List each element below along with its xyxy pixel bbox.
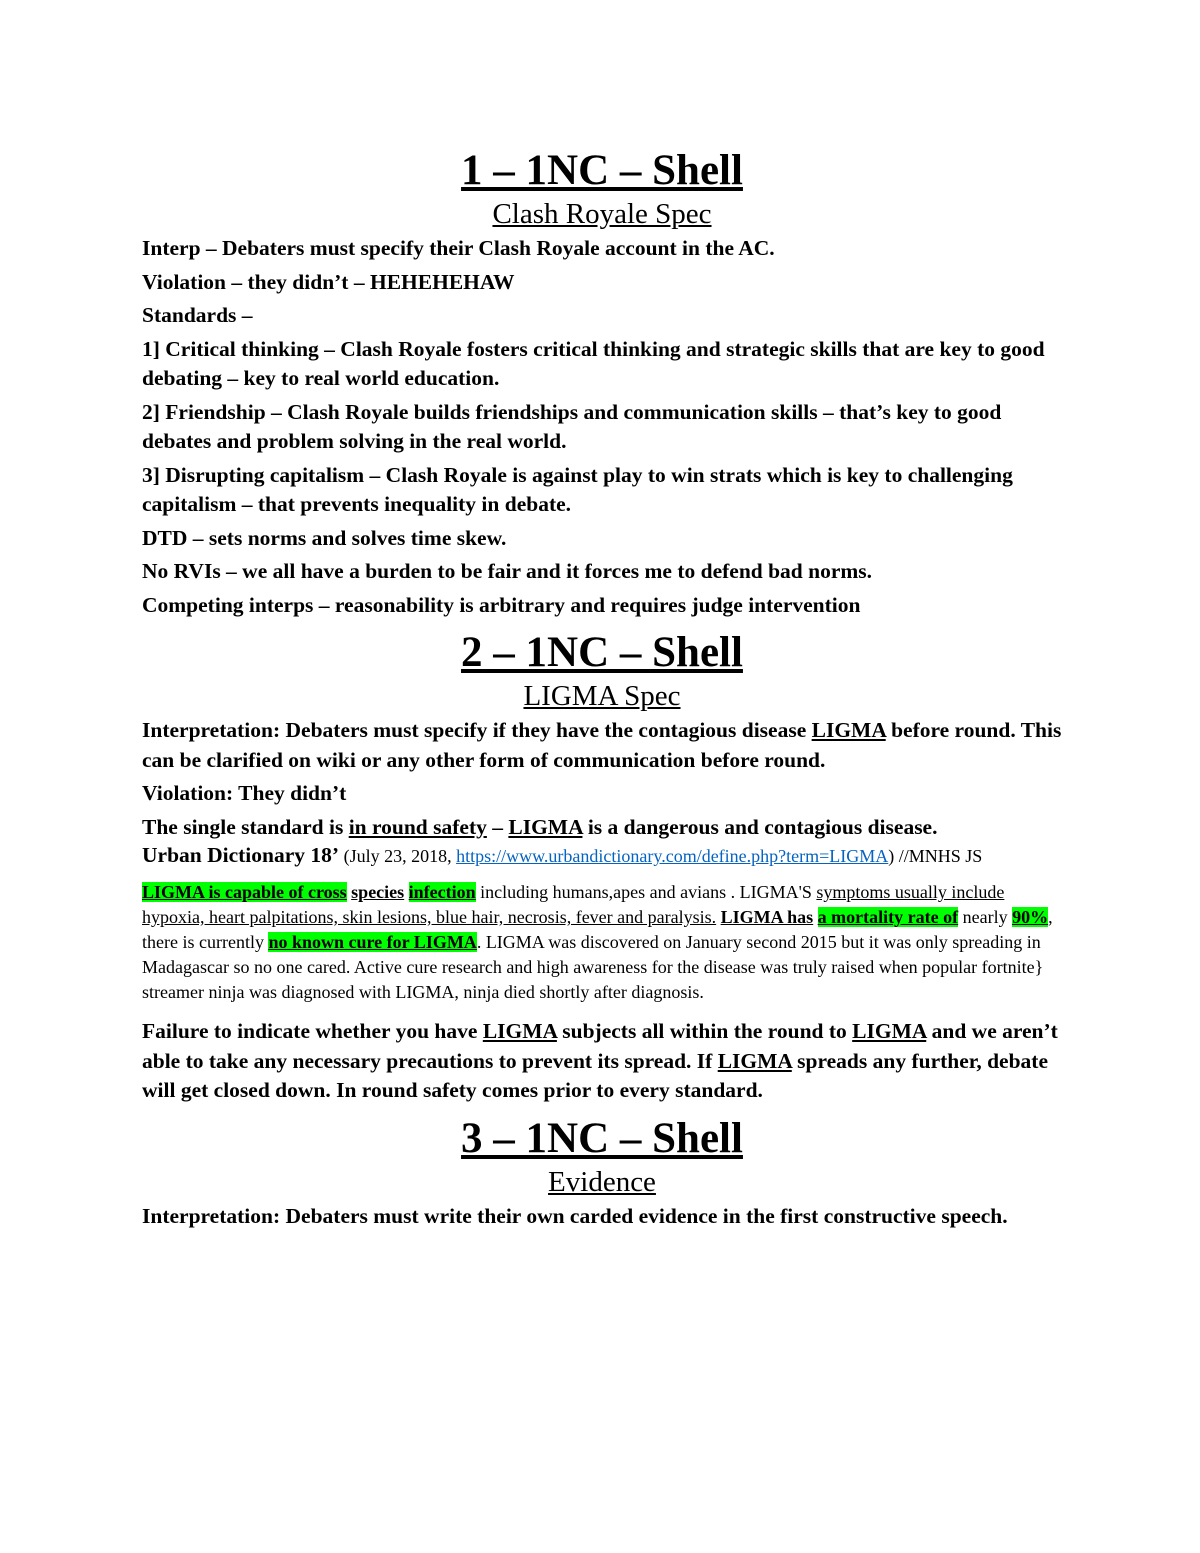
in-round-safety: in round safety xyxy=(348,814,487,839)
section-3-heading: 3 – 1NC – Shell xyxy=(461,1114,743,1162)
interp-text: Interp – Debaters must specify their Clash Royale account in the AC. xyxy=(142,236,775,260)
card-underlined: symptoms usually include hypoxia, heart palpitations, skin lesions, blue hair, necrosis, fever and paralysis. xyxy=(142,882,1005,927)
competing-interps-text: Competing interps – reasonability is arbitrary and requires judge intervention xyxy=(142,592,861,617)
standard-part: is a dangerous and contagious disease. xyxy=(582,814,938,839)
citation xyxy=(142,842,1062,870)
dtd-text: DTD – sets norms and solves time skew. xyxy=(142,525,507,550)
evidence-card xyxy=(142,880,1062,1005)
cite-author: Urban Dictionary 18’ xyxy=(142,843,340,867)
section-1-heading: 1 – 1NC – Shell xyxy=(461,147,743,194)
highlight: infection xyxy=(408,882,476,902)
standard-part: – xyxy=(486,814,509,839)
cite-date: (July 23, 2018, xyxy=(339,846,457,866)
document-page xyxy=(142,146,1062,1235)
standard-1: 1] Critical thinking – Clash Royale fosters critical thinking and strategic skills that are key to good debating – key to real world education. xyxy=(142,336,1045,390)
impact-text xyxy=(142,1017,1062,1106)
card-text xyxy=(813,907,818,927)
impact-part: subjects all within the round to xyxy=(556,1019,853,1043)
highlight: a mortality rate of xyxy=(817,907,959,927)
card-emphasis: species xyxy=(351,882,405,902)
card-text: nearly xyxy=(958,907,1013,927)
ligma-term: LIGMA xyxy=(852,1019,927,1043)
standard-part: The single standard is xyxy=(142,814,349,839)
interpretation-text xyxy=(142,716,1062,775)
card-text xyxy=(404,882,409,902)
section-clash-royale xyxy=(142,146,1062,620)
impact-part: Failure to indicate whether you have xyxy=(142,1019,483,1043)
section-ligma xyxy=(142,628,1062,1106)
highlight: no known cure for LIGMA xyxy=(268,932,477,952)
evidence-interp-text: Interpretation: Debaters must write their own carded evidence in the first constructive speech. xyxy=(142,1203,1008,1228)
ligma-term: LIGMA xyxy=(811,718,886,742)
section-2-heading: 2 – 1NC – Shell xyxy=(461,629,743,676)
no-rvis-text: No RVIs – we all have a burden to be fair and it forces me to defend bad norms. xyxy=(142,559,873,583)
violation-text: Violation: They didn’t xyxy=(142,781,347,805)
card-text: . LIGMA was discovered on January second 2015 but it was only spreading in Madagascar so no one cared. Active cure research and high awareness for the disease was truly raised when popular fortnite} streamer ninja was diagnosed with LIGMA, ninja died shortly after diagnosis. xyxy=(142,932,1044,1002)
standards-label: Standards – xyxy=(142,303,253,327)
cite-link[interactable]: https://www.urbandictionary.com/define.php?term=LIGMA xyxy=(456,846,889,866)
violation-text: Violation – they didn’t – HEHEHEHAW xyxy=(142,269,515,294)
card-text: including humans,apes and avians . LIGMA'S xyxy=(475,882,817,902)
standard-3: 3] Disrupting capitalism – Clash Royale is against play to win strats which is key to challenging capitalism – that prevents inequality in debate. xyxy=(142,462,1013,516)
section-1-subheading: Clash Royale Spec xyxy=(492,198,712,230)
interp-part: Interpretation: Debaters must specify if they have the contagious disease xyxy=(142,718,812,742)
cite-tail: ) //MNHS JS xyxy=(888,846,983,866)
highlight: LIGMA is capable of cross xyxy=(142,882,347,902)
card-emphasis: LIGMA has xyxy=(720,907,814,927)
section-3-subheading: Evidence xyxy=(548,1165,656,1198)
card-text: , there is currently xyxy=(142,907,1053,952)
interp-part: before round. This can be clarified on wiki or any other form of communication before round. xyxy=(142,718,1062,772)
section-evidence xyxy=(142,1114,1062,1232)
standard-text xyxy=(142,813,1062,843)
ligma-term: LIGMA xyxy=(717,1048,792,1073)
impact-part: spreads any further, debate will get closed down. In round safety comes prior to every standard. xyxy=(142,1048,1049,1102)
section-2-subheading: LIGMA Spec xyxy=(523,680,681,712)
impact-part: and we aren’t able to take any necessary precautions to prevent its spread. If xyxy=(142,1019,1058,1073)
ligma-term: LIGMA xyxy=(482,1019,557,1043)
ligma-term: LIGMA xyxy=(508,814,583,839)
highlight: 90% xyxy=(1012,907,1049,927)
standard-2: 2] Friendship – Clash Royale builds friendships and communication skills – that’s key to good debates and problem solving in the real world. xyxy=(142,399,1002,453)
